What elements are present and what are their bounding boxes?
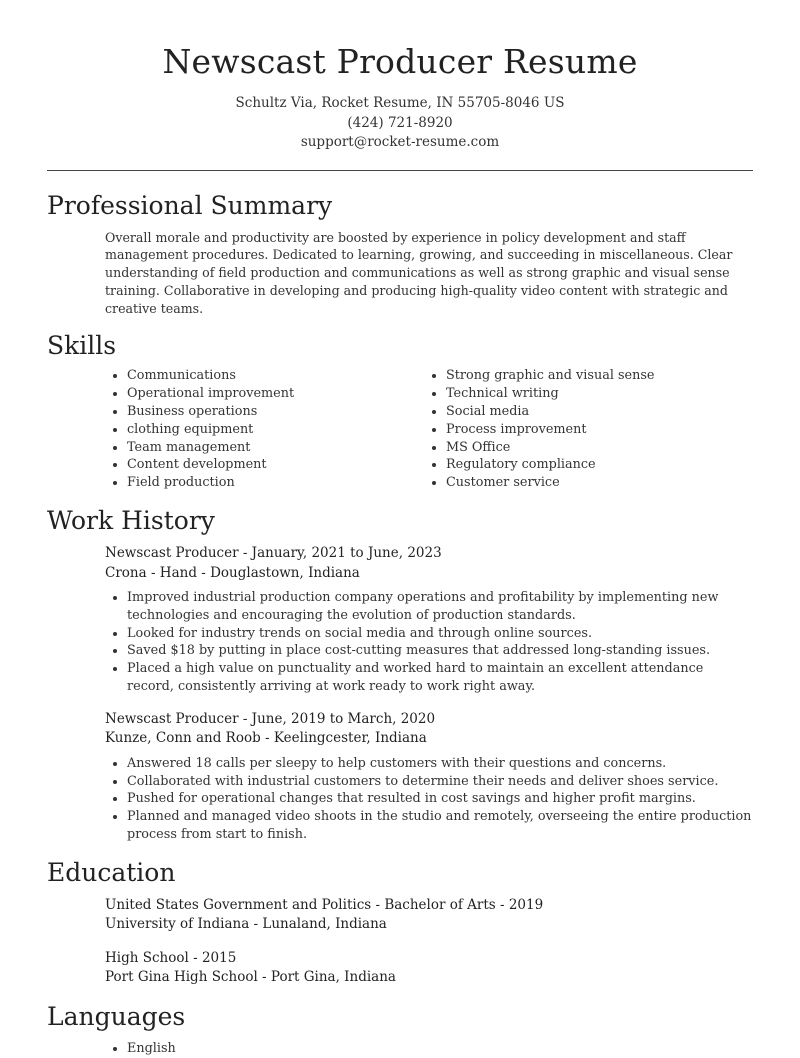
work-history-section — [47, 504, 753, 844]
languages-list — [105, 1040, 753, 1058]
skill-item: • Team management — [127, 439, 424, 457]
skill-item: • Field production — [127, 474, 424, 492]
education-school-line: University of Indiana - Lunaland, Indiana — [105, 916, 387, 933]
education-entry — [105, 896, 753, 935]
skill-item: • Social media — [446, 403, 743, 421]
skill-item: • clothing equipment — [127, 421, 424, 439]
job-title-line: Newscast Producer - January, 2021 to June, 2023 — [105, 545, 442, 562]
job-bullets — [105, 755, 753, 844]
work-history-heading: Work History — [47, 506, 215, 536]
languages-section — [47, 1000, 753, 1058]
contact-email: support@rocket-resume.com — [300, 134, 500, 150]
contact-phone: (424) 721-8920 — [347, 114, 453, 131]
skill-item: • Technical writing — [446, 385, 743, 403]
job-bullet: • Placed a high value on punctuality and worked hard to maintain an excellent attendance record, consistently arriving at work ready to work right away. — [127, 660, 753, 696]
header-divider — [47, 170, 753, 171]
summary-heading: Professional Summary — [47, 190, 333, 220]
skill-item: • Operational improvement — [127, 385, 424, 403]
education-degree-line: High School - 2015 — [105, 949, 237, 966]
job-bullet: • Improved industrial production company operations and profitability by implementing new technologies and encouraging the evolution of production standards. — [127, 589, 753, 625]
job-bullet: • Planned and managed video shoots in the studio and remotely, overseeing the entire production process from start to finish. — [127, 808, 753, 844]
job-bullet: • Collaborated with industrial customers to determine their needs and deliver shoes service. — [127, 773, 753, 791]
education-school-line: Port Gina High School - Port Gina, Indiana — [105, 969, 396, 986]
skill-item: • Process improvement — [446, 421, 743, 439]
job-title-line: Newscast Producer - June, 2019 to March, 2020 — [105, 710, 436, 727]
languages-heading: Languages — [47, 1001, 186, 1031]
skill-item: • Communications — [127, 367, 424, 385]
job-company-line: Kunze, Conn and Roob - Keelingcester, Indiana — [105, 730, 427, 747]
job-bullet: • Answered 18 calls per sleepy to help customers with their questions and concerns. — [127, 755, 753, 773]
education-section — [47, 856, 753, 988]
job-bullet: • Pushed for operational changes that resulted in cost savings and higher profit margins. — [127, 790, 753, 808]
resume-header — [0, 0, 800, 153]
summary-section — [47, 189, 753, 318]
skill-item: • Customer service — [446, 474, 743, 492]
skill-item: • Regulatory compliance — [446, 456, 743, 474]
skill-item: • MS Office — [446, 439, 743, 457]
skills-heading: Skills — [47, 331, 117, 361]
job-bullet: • Looked for industry trends on social media and through online sources. — [127, 625, 753, 643]
job-company-line: Crona - Hand - Douglastown, Indiana — [105, 564, 360, 581]
skill-item: • Content development — [127, 456, 424, 474]
job-bullets — [105, 589, 753, 696]
job-entry — [105, 544, 753, 583]
skills-section — [47, 329, 753, 492]
skills-column-right — [424, 367, 743, 492]
resume-title: Newscast Producer Resume — [162, 42, 638, 81]
job-bullet: • Saved $18 by putting in place cost-cutting measures that addressed long-standing issues. — [127, 642, 753, 660]
education-entry — [105, 949, 753, 988]
contact-address: Schultz Via, Rocket Resume, IN 55705-8046 US — [235, 95, 565, 111]
education-heading: Education — [47, 857, 176, 887]
education-degree-line: United States Government and Politics - Bachelor of Arts - 2019 — [105, 896, 544, 913]
skills-column-left — [105, 367, 424, 492]
job-entry — [105, 710, 753, 749]
skill-item: • Strong graphic and visual sense — [446, 367, 743, 385]
skill-item: • Business operations — [127, 403, 424, 421]
skills-columns — [105, 367, 753, 492]
summary-text: Overall morale and productivity are boosted by experience in policy development and staff management procedures. Dedicated to learning, growing, and succeeding in miscellaneous. Clear understanding of field production and communications as well as strong graphic and visual sense training. Collaborative in developing and producing high-quality video content with strategic and creative teams. — [105, 229, 733, 316]
language-item: • English — [127, 1040, 753, 1058]
